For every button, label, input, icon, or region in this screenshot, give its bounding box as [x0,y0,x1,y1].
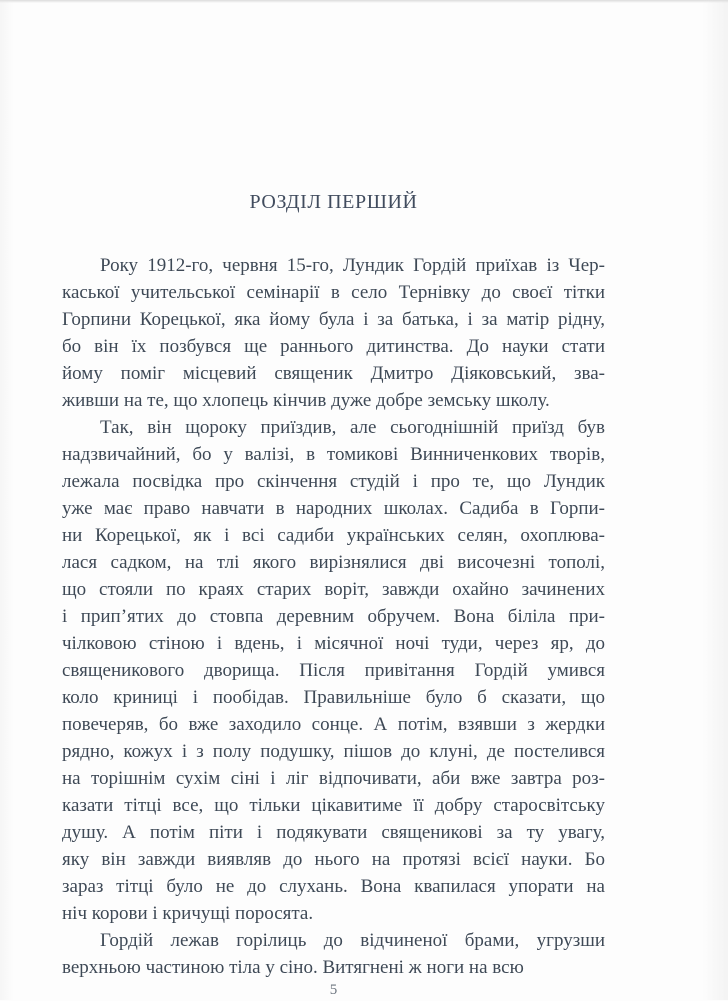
chapter-heading: РОЗДІЛ ПЕРШИЙ [249,191,418,213]
text-line: лася садком, на тлі якого вирізнялися дві височезні тополі, [62,552,605,573]
text-line: що стояли по краях старих воріт, завжди охайно зачинених [62,579,605,600]
text-line: на торішнім сухім сіні і ліг відпочивати, аби вже завтра роз- [62,768,605,789]
text-line: казати тітці все, що тільки цікавитиме її добру старосвітську [62,795,605,816]
text-line: рядно, кожух і з полу подушку, пішов до клуні, де постелився [62,741,605,762]
text-line: надзвичайний, бо у валізі, в томикові Винниченкових творів, [62,444,605,465]
text-line: бо він їх позбувся ще раннього дитинства. До науки стати [62,336,605,357]
paragraph [62,252,605,414]
page-number: 5 [329,982,338,998]
text-line: повечеряв, бо вже заходило сонце. А потім, взявши з жердки [62,714,605,735]
text-line: Горпини Корецької, яка йому була і за батька, і за матір рідну, [62,309,605,330]
scan-edge-top [0,0,728,3]
text-line: коло криниці і пообідав. Правильніше було б сказати, що [62,687,605,708]
text-line: яку він завжди виявляв до нього на протязі всієї науки. Бо [62,849,605,870]
paragraph [62,414,605,927]
text-line: ніч корови і кричущі поросята. [62,903,314,924]
text-line: Так, він щороку приїздив, але сьогоднішній приїзд був [100,417,605,438]
text-line: каської учительської семінарії в село Тернівку до своєї тітки [62,282,605,303]
text-line: лежала посвідка про скінчення студій і про те, що Лундик [62,471,605,492]
text-line: живши на те, що хлопець кінчив дуже добре земську школу. [62,390,550,411]
paragraph [62,927,605,981]
page-body [62,252,605,981]
text-line: уже має право навчати в народних школах. Садиба в Горпи- [62,498,605,519]
text-line: Гордій лежав горілиць до відчиненої брами, угрузши [100,930,605,951]
text-line: йому поміг місцевий священик Дмитро Діяковський, зва- [62,363,605,384]
scan-edge-right [702,0,728,1000]
text-line: і прип’ятих до стовпа деревним обручем. Вона біліла при- [62,606,605,627]
page-content [62,190,605,981]
text-line: верхньою частиною тіла у сіно. Витягнені ж ноги на всю [62,957,524,978]
text-line: Року 1912-го, червня 15-го, Лундик Гордій приїхав із Чер- [100,255,605,276]
text-line: священикового дворища. Після привітання Гордій умився [62,660,605,681]
text-line: ни Корецької, як і всі садиби українських селян, охоплюва- [62,525,605,546]
scan-edge-left [0,0,14,1000]
text-line: зараз тітці було не до слухань. Вона квапилася упорати на [62,876,605,897]
text-line: душу. А потім піти і подякувати священикові за ту увагу, [62,822,605,843]
text-line: чілковою стіною і вдень, і місячної ночі туди, через яр, до [62,633,605,654]
